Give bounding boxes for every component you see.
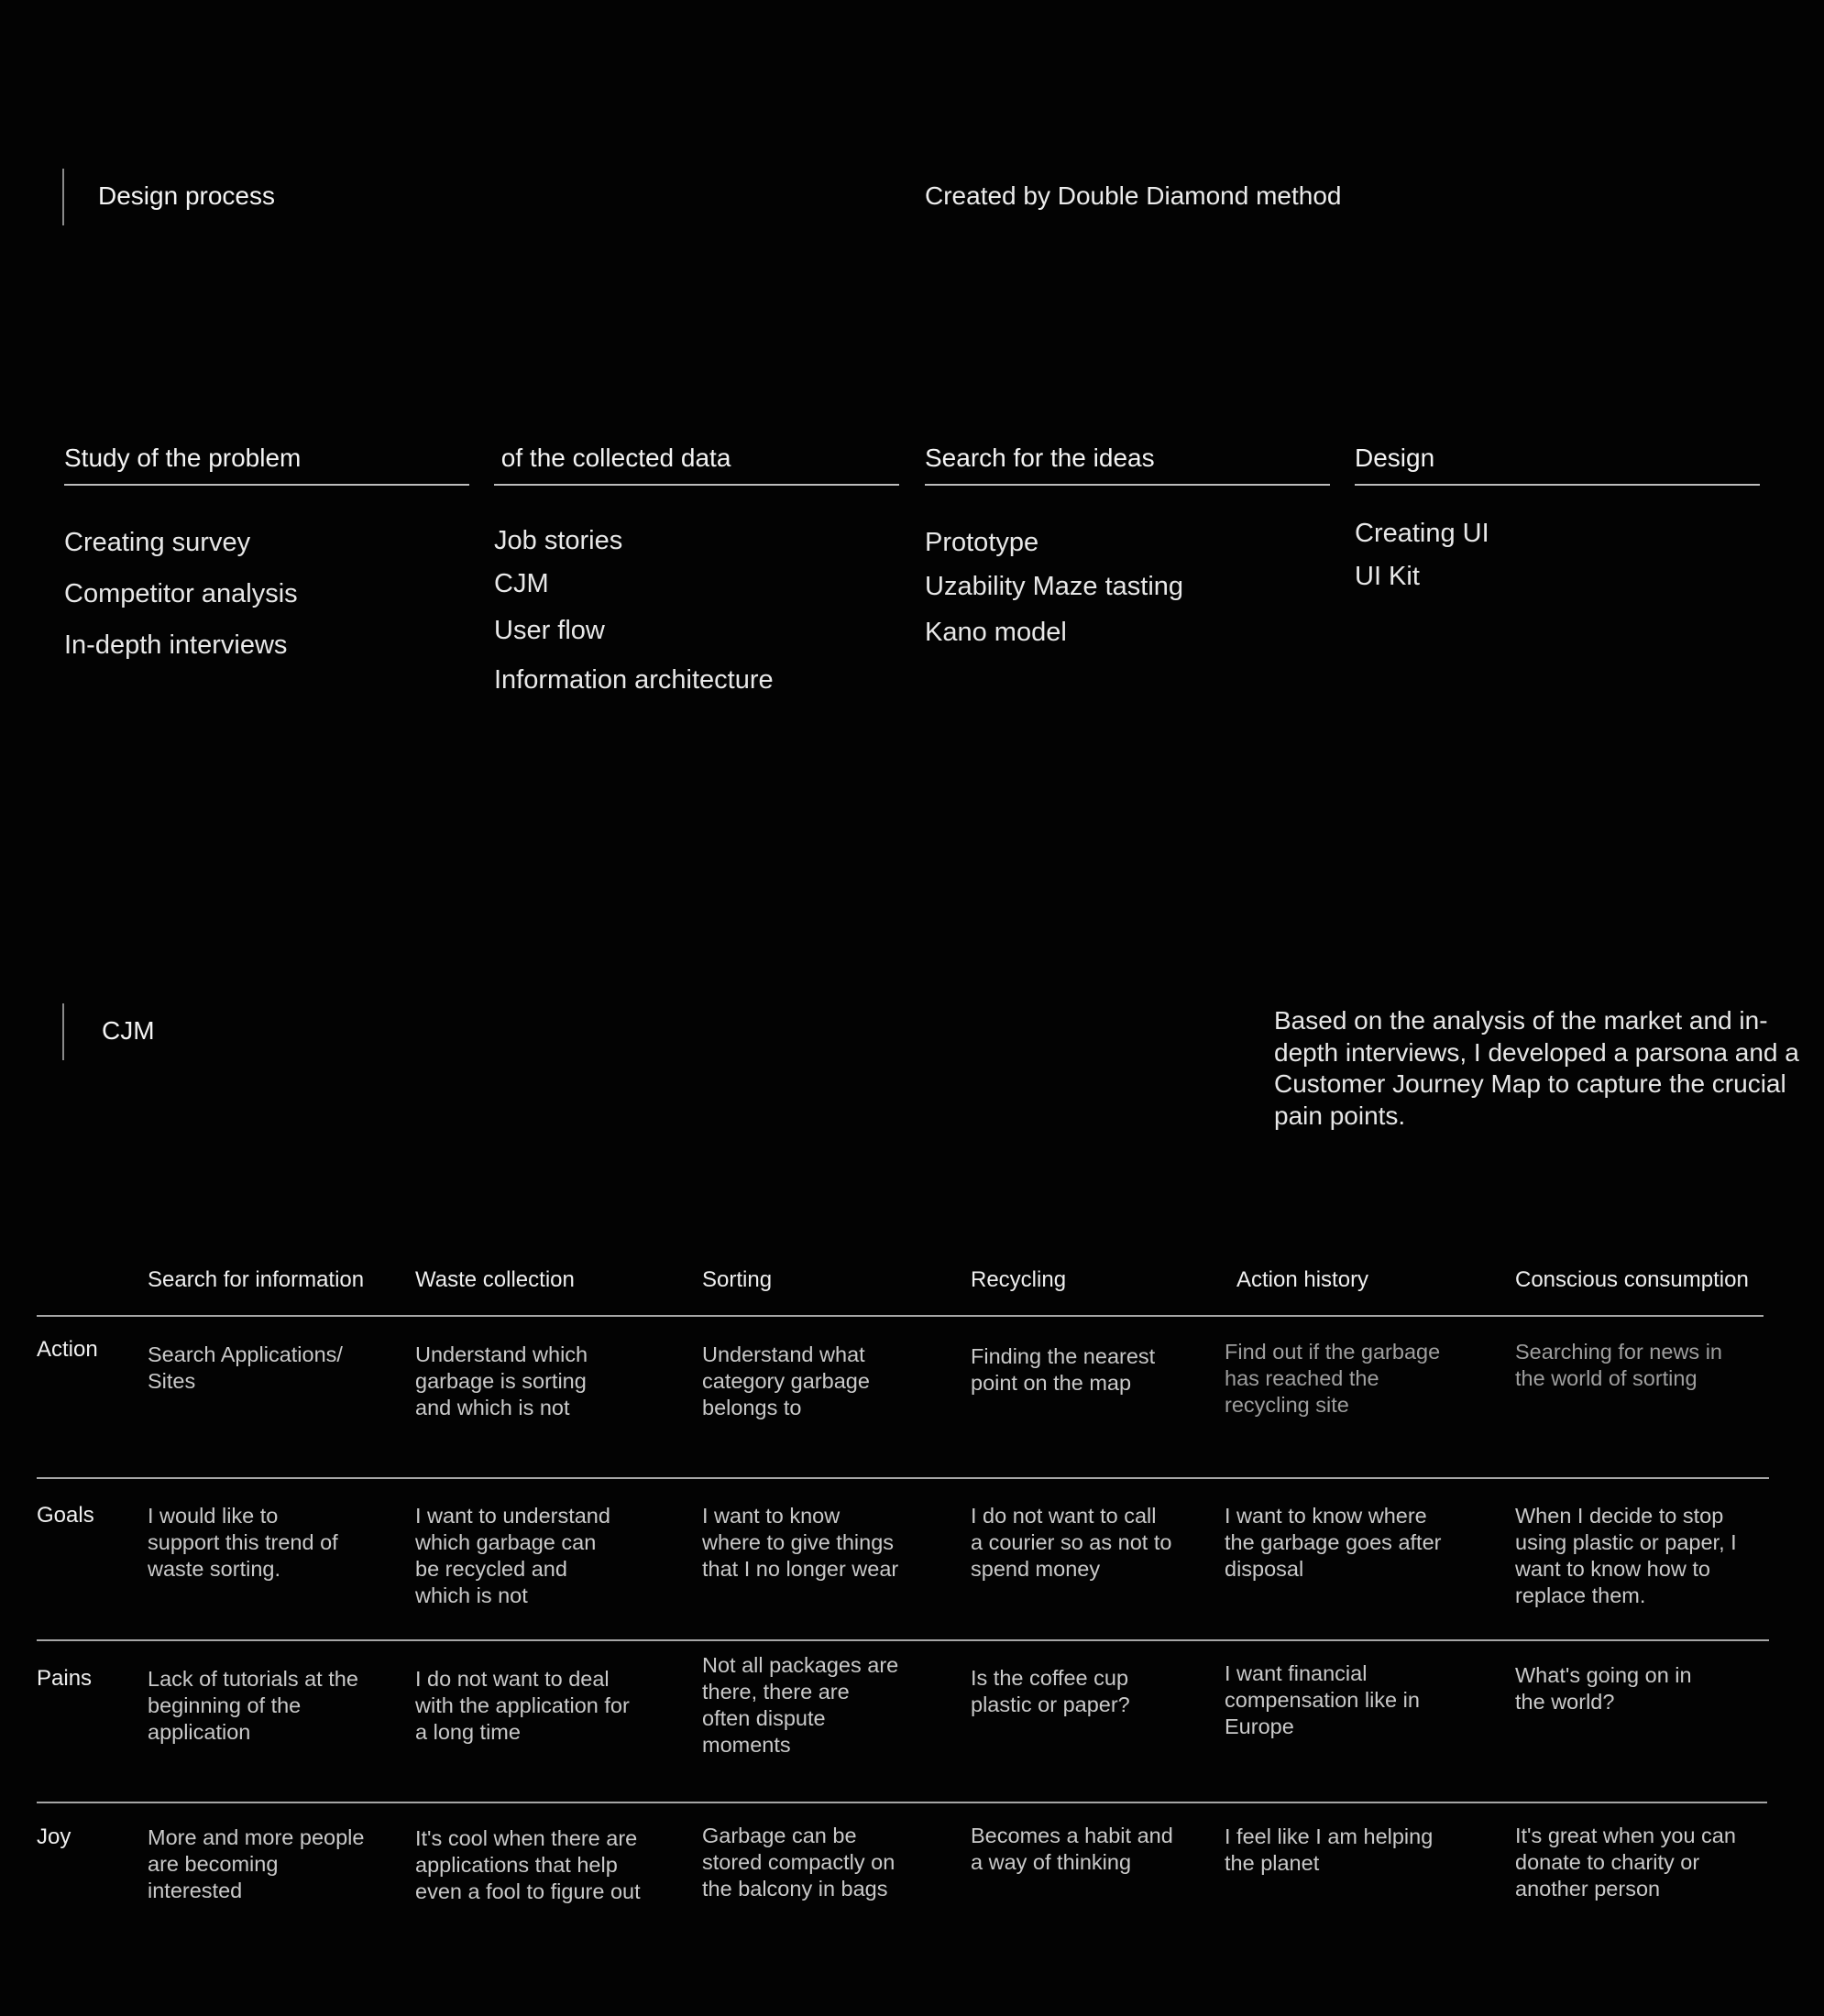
cjm-row-label-pains: Pains — [37, 1666, 93, 1691]
process-item: Kano model — [925, 618, 1067, 647]
cjm-cell: Find out if the garbage has reached the recycling site — [1225, 1340, 1441, 1417]
cjm-cell: Lack of tutorials at the beginning of the application — [148, 1667, 358, 1744]
section-accent-bar — [62, 1003, 64, 1060]
process-column-4 — [1355, 440, 1760, 591]
cjm-cell: Garbage can be stored compactly on the balcony in bags — [702, 1824, 896, 1901]
cjm-cell: I want to know where to give things that I no longer wear — [702, 1504, 899, 1581]
section-accent-bar — [62, 169, 64, 225]
process-heading: Search for the ideas — [925, 440, 1330, 486]
cjm-stage-header: Action history — [1236, 1267, 1369, 1292]
process-heading: Design — [1355, 440, 1760, 486]
cjm-cell: I do not want to deal with the application for a long time — [415, 1667, 630, 1744]
process-item: Creating survey — [64, 528, 251, 557]
process-column-3 — [925, 440, 1330, 647]
cjm-cell: Search Applications/ Sites — [148, 1342, 343, 1393]
cjm-cell: It's cool when there are applications that help even a fool to figure out — [415, 1826, 641, 1903]
cjm-row-label-action: Action — [37, 1337, 98, 1362]
cjm-cell: I want financial compensation like in Europe — [1225, 1661, 1420, 1738]
cjm-row-label-goals: Goals — [37, 1503, 94, 1528]
process-item: User flow — [494, 616, 605, 645]
cjm-cell: I do not want to call a courier so as not to spend money — [971, 1504, 1172, 1581]
process-item: Job stories — [494, 526, 623, 555]
cjm-row-divider — [37, 1802, 1767, 1803]
cjm-stage-header: Search for information — [148, 1267, 365, 1292]
process-item: Prototype — [925, 528, 1039, 557]
cjm-cell: What's going on in the world? — [1515, 1663, 1692, 1714]
design-method-note: Created by Double Diamond method — [925, 181, 1342, 210]
cjm-row-divider — [37, 1639, 1769, 1641]
cjm-cell: I feel like I am helping the planet — [1225, 1824, 1434, 1875]
cjm-header-divider — [37, 1315, 1764, 1317]
cjm-cell: I want to understand which garbage can be recycled and which is not — [415, 1504, 610, 1607]
process-heading: Study of the problem — [64, 440, 469, 486]
process-column-1 — [64, 440, 469, 660]
cjm-cell: It's great when you can donate to charity or another person — [1515, 1824, 1736, 1901]
process-item: UI Kit — [1355, 562, 1420, 591]
process-item: In-depth interviews — [64, 630, 288, 660]
cjm-cell: Understand what category garbage belongs to — [702, 1342, 870, 1419]
process-item: Creating UI — [1355, 519, 1489, 548]
process-item: Information architecture — [494, 665, 774, 695]
process-item: Uzability Maze tasting — [925, 572, 1184, 601]
cjm-cell: Finding the nearest point on the map — [971, 1344, 1156, 1395]
cjm-cell: Searching for news in the world of sorting — [1515, 1340, 1722, 1390]
cjm-cell: Not all packages are there, there are often dispute moments — [702, 1653, 899, 1757]
process-item: Competitor analysis — [64, 579, 298, 608]
section-title-design-process: Design process — [98, 181, 275, 210]
cjm-stage-header: Sorting — [702, 1267, 773, 1292]
cjm-stage-header: Recycling — [971, 1267, 1067, 1292]
process-heading: of the collected data — [494, 440, 899, 486]
process-column-2 — [494, 440, 899, 695]
cjm-cell: I would like to support this trend of waste sorting. — [148, 1504, 338, 1581]
cjm-description: Based on the analysis of the market and in-depth interviews, I developed a parsona and a Customer Journey Map to capture the crucial pain points. — [1274, 1006, 1799, 1130]
cjm-cell: Is the coffee cup plastic or paper? — [971, 1666, 1130, 1716]
cjm-cell: I want to know where the garbage goes after disposal — [1225, 1504, 1442, 1581]
cjm-row-divider — [37, 1477, 1769, 1479]
cjm-cell: When I decide to stop using plastic or paper, I want to know how to replace them. — [1515, 1504, 1737, 1607]
cjm-cell: Understand which garbage is sorting and which is not — [415, 1342, 588, 1419]
cjm-stage-header: Waste collection — [415, 1267, 575, 1292]
cjm-cell: Becomes a habit and a way of thinking — [971, 1824, 1173, 1874]
section-title-cjm: CJM — [102, 1016, 155, 1045]
cjm-row-label-joy: Joy — [37, 1824, 71, 1849]
cjm-cell: More and more people are becoming interested — [148, 1825, 365, 1902]
cjm-stage-header: Conscious consumption — [1515, 1267, 1749, 1292]
process-item: CJM — [494, 569, 549, 598]
